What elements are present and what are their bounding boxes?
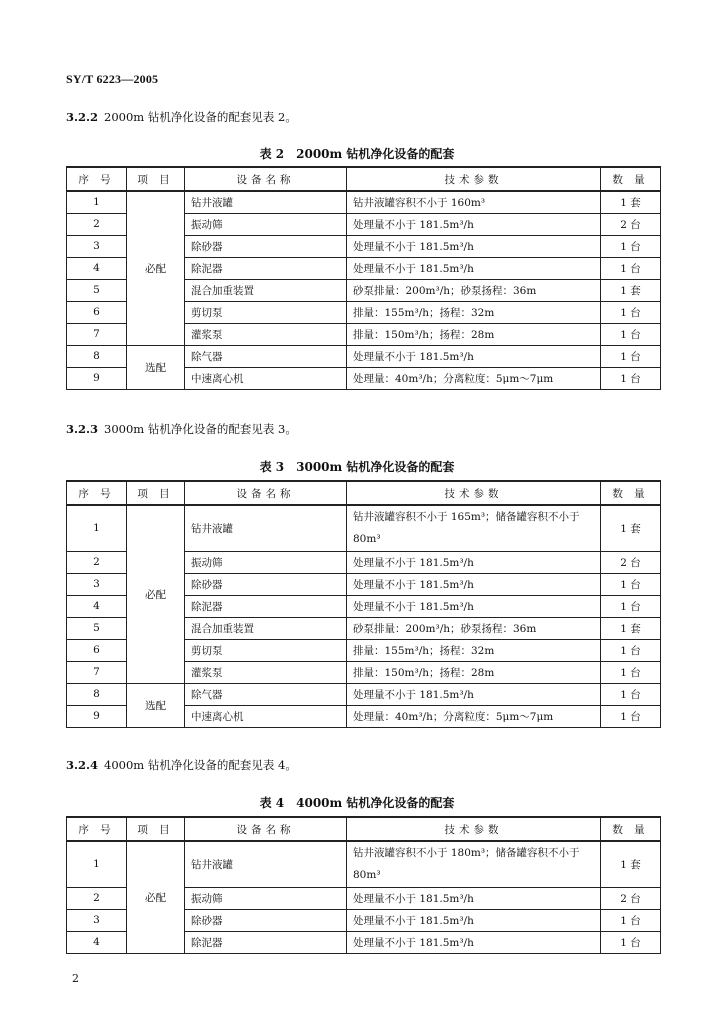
cell-name: 除气器 [185,683,347,705]
cell-param: 处理量不小于 181.5m³/h [347,257,601,279]
cell-param: 排量：150m³/h；扬程：28m [347,661,601,683]
cell-seq: 7 [67,323,127,345]
section-text: 4000m 钻机净化设备的配套见表 4。 [104,758,297,772]
cell-seq: 6 [67,639,127,661]
section-number: 3.2.4 [66,758,99,772]
cell-param: 处理量不小于 181.5m³/h [347,345,601,367]
cell-param: 处理量不小于 181.5m³/h [347,551,601,573]
cell-qty: 1 台 [601,367,661,389]
cell-name: 除砂器 [185,573,347,595]
cell-name: 中速离心机 [185,705,347,727]
cell-qty: 1 套 [601,617,661,639]
cell-qty: 2 台 [601,213,661,235]
cell-param: 处理量不小于 181.5m³/h [347,595,601,617]
cell-item-optional: 选配 [127,683,185,727]
cell-param: 砂泵排量：200m³/h；砂泵扬程：36m [347,279,601,301]
column-header-qty: 数 量 [601,481,661,505]
column-header-seq: 序 号 [67,167,127,191]
cell-param: 处理量不小于 181.5m³/h [347,235,601,257]
cell-qty: 1 台 [601,595,661,617]
cell-seq: 1 [67,505,127,551]
table-header-row [67,481,661,505]
cell-param: 砂泵排量：200m³/h；砂泵扬程：36m [347,617,601,639]
table-caption: 表 3 3000m 钻机净化设备的配套 [259,460,455,474]
standard-code-header: SY/T 6223—2005 [66,72,159,86]
cell-param: 处理量不小于 181.5m³/h [347,931,601,953]
column-header-qty: 数 量 [601,167,661,191]
equipment-table [66,166,661,390]
cell-seq: 3 [67,909,127,931]
section-paragraph [66,421,297,437]
cell-param: 排量：150m³/h；扬程：28m [347,323,601,345]
cell-seq: 1 [67,191,127,213]
cell-name: 振动筛 [185,887,347,909]
cell-qty: 1 台 [601,235,661,257]
cell-qty: 1 台 [601,661,661,683]
table-row [67,191,661,213]
cell-seq: 5 [67,279,127,301]
cell-seq: 9 [67,705,127,727]
equipment-table [66,480,661,728]
section-text: 2000m 钻机净化设备的配套见表 2。 [104,110,297,124]
cell-param: 排量：155m³/h；扬程：32m [347,301,601,323]
column-header-param: 技术参数 [347,481,601,505]
cell-name: 钻井液罐 [185,841,347,887]
cell-seq: 4 [67,595,127,617]
cell-seq: 5 [67,617,127,639]
section-paragraph [66,757,297,773]
cell-qty: 1 台 [601,345,661,367]
cell-item-required: 必配 [127,505,185,683]
cell-param: 处理量不小于 181.5m³/h [347,213,601,235]
column-header-seq: 序 号 [67,817,127,841]
cell-qty: 2 台 [601,551,661,573]
cell-param: 钻井液罐容积不小于 165m³；储备罐容积不小于 80m³ [347,505,601,551]
cell-qty: 1 套 [601,505,661,551]
cell-seq: 3 [67,235,127,257]
cell-seq: 9 [67,367,127,389]
cell-seq: 2 [67,213,127,235]
cell-name: 除泥器 [185,595,347,617]
cell-name: 除砂器 [185,909,347,931]
cell-seq: 7 [67,661,127,683]
section-text: 3000m 钻机净化设备的配套见表 3。 [104,422,297,436]
cell-name: 混合加重装置 [185,617,347,639]
cell-name: 剪切泵 [185,301,347,323]
cell-seq: 1 [67,841,127,887]
table-row [67,683,661,705]
cell-param: 处理量不小于 181.5m³/h [347,909,601,931]
section-paragraph [66,109,297,125]
cell-name: 除气器 [185,345,347,367]
cell-name: 除砂器 [185,235,347,257]
column-header-seq: 序 号 [67,481,127,505]
cell-name: 混合加重装置 [185,279,347,301]
cell-qty: 1 台 [601,257,661,279]
cell-seq: 2 [67,887,127,909]
table-row [67,505,661,551]
cell-item-required: 必配 [127,841,185,953]
cell-item-optional: 选配 [127,345,185,389]
table-caption: 表 4 4000m 钻机净化设备的配套 [259,796,455,810]
cell-qty: 1 台 [601,323,661,345]
cell-qty: 1 台 [601,573,661,595]
column-header-name: 设备名称 [185,167,347,191]
column-header-name: 设备名称 [185,817,347,841]
cell-qty: 1 台 [601,639,661,661]
column-header-param: 技术参数 [347,167,601,191]
cell-qty: 1 套 [601,191,661,213]
cell-seq: 6 [67,301,127,323]
cell-param: 处理量不小于 181.5m³/h [347,887,601,909]
section-number: 3.2.2 [66,110,99,124]
cell-name: 钻井液罐 [185,191,347,213]
cell-name: 灌浆泵 [185,323,347,345]
cell-seq: 2 [67,551,127,573]
cell-qty: 1 台 [601,931,661,953]
cell-qty: 1 台 [601,301,661,323]
cell-param: 处理量不小于 181.5m³/h [347,573,601,595]
cell-qty: 1 台 [601,683,661,705]
cell-qty: 1 套 [601,841,661,887]
cell-name: 灌浆泵 [185,661,347,683]
cell-seq: 4 [67,257,127,279]
cell-name: 钻井液罐 [185,505,347,551]
column-header-param: 技术参数 [347,817,601,841]
column-header-name: 设备名称 [185,481,347,505]
column-header-item: 项 目 [127,167,185,191]
cell-param: 处理量不小于 181.5m³/h [347,683,601,705]
column-header-qty: 数 量 [601,817,661,841]
cell-qty: 1 台 [601,705,661,727]
cell-item-required: 必配 [127,191,185,345]
cell-param: 处理量：40m³/h；分离粒度：5μm～7μm [347,705,601,727]
table-caption: 表 2 2000m 钻机净化设备的配套 [259,147,455,161]
cell-name: 除泥器 [185,931,347,953]
cell-name: 剪切泵 [185,639,347,661]
cell-qty: 1 套 [601,279,661,301]
column-header-item: 项 目 [127,481,185,505]
table-header-row [67,817,661,841]
cell-name: 振动筛 [185,551,347,573]
cell-qty: 1 台 [601,909,661,931]
table-row [67,841,661,887]
cell-param: 钻井液罐容积不小于 160m³ [347,191,601,213]
cell-seq: 8 [67,683,127,705]
cell-param: 钻井液罐容积不小于 180m³；储备罐容积不小于 80m³ [347,841,601,887]
cell-name: 中速离心机 [185,367,347,389]
cell-seq: 8 [67,345,127,367]
cell-qty: 2 台 [601,887,661,909]
cell-seq: 3 [67,573,127,595]
table-header-row [67,167,661,191]
cell-seq: 4 [67,931,127,953]
page-number: 2 [72,972,79,985]
cell-name: 振动筛 [185,213,347,235]
table-row [67,345,661,367]
equipment-table [66,816,661,954]
column-header-item: 项 目 [127,817,185,841]
cell-name: 除泥器 [185,257,347,279]
cell-param: 处理量：40m³/h；分离粒度：5μm～7μm [347,367,601,389]
cell-param: 排量：155m³/h；扬程：32m [347,639,601,661]
section-number: 3.2.3 [66,422,99,436]
